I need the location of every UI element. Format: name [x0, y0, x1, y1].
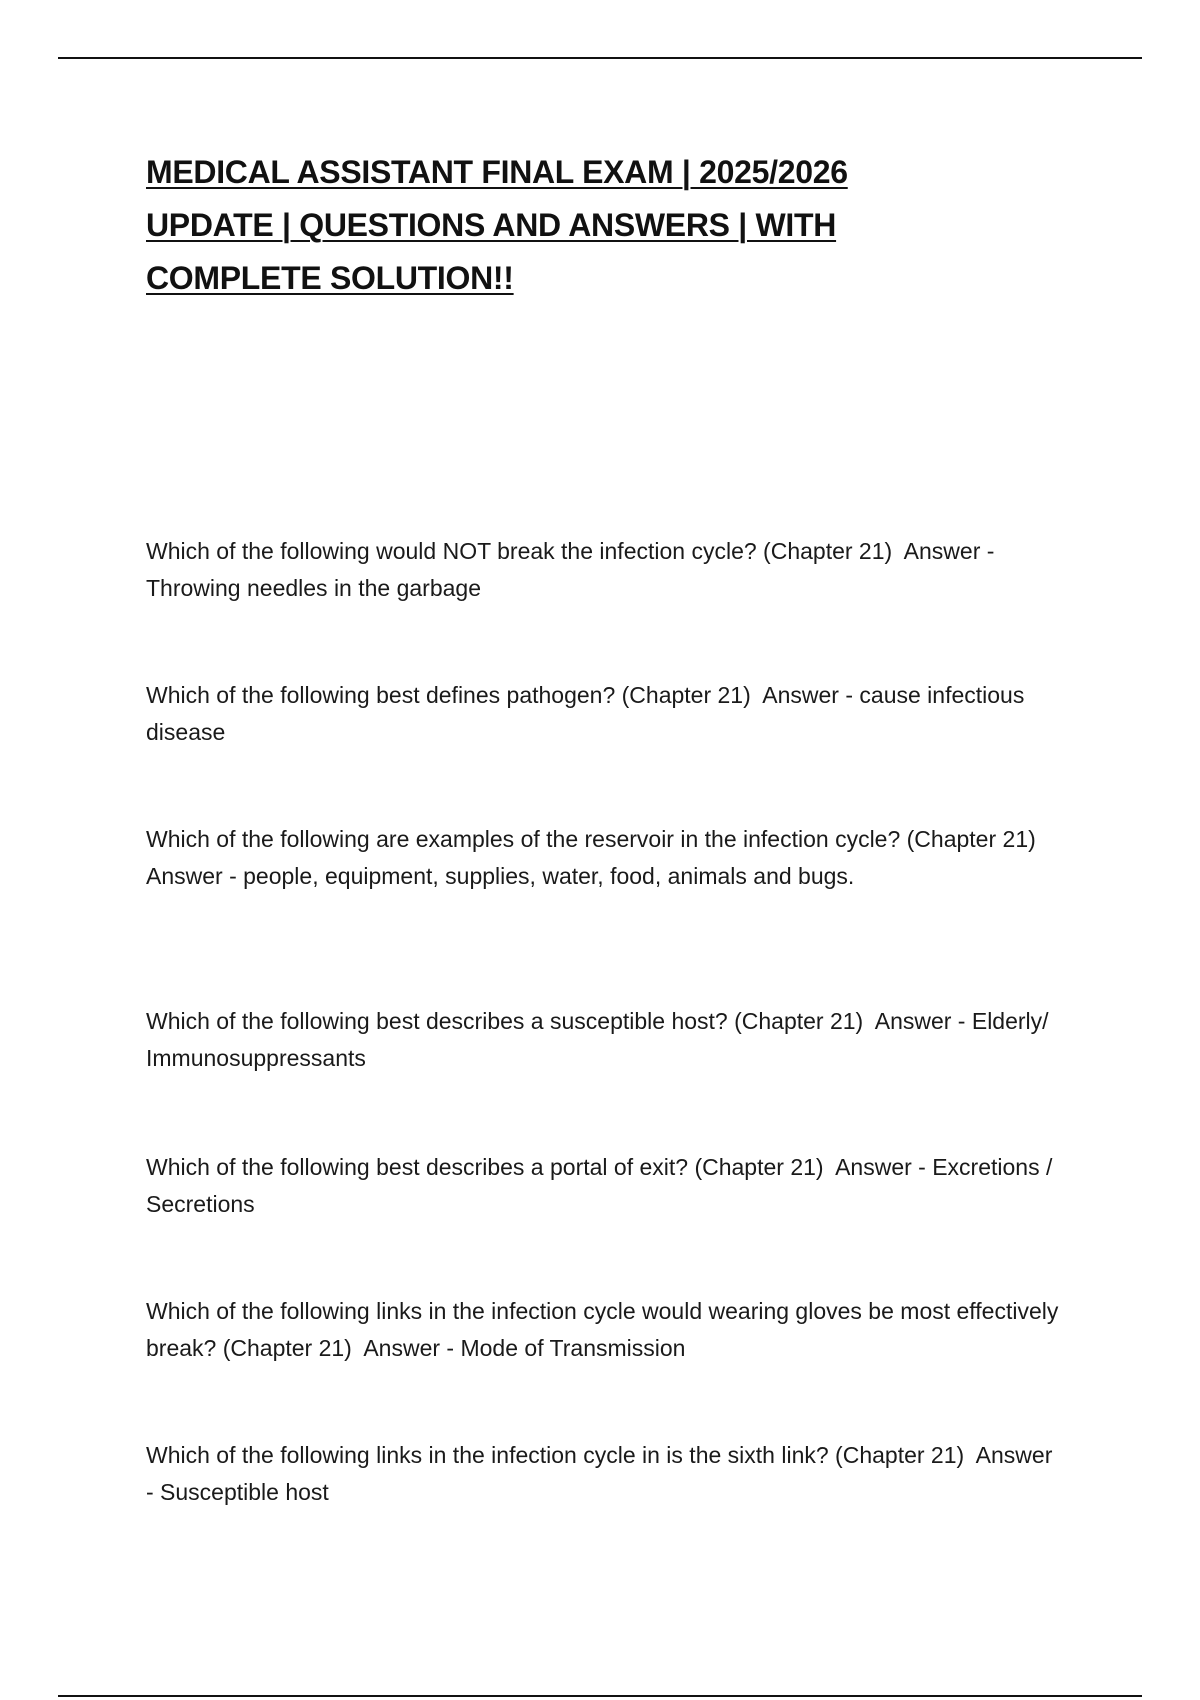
qa-item-2: Which of the following best defines pathogen? (Chapter 21) Answer - cause infectious disease [146, 682, 1031, 745]
qa-item-5: Which of the following best describes a portal of exit? (Chapter 21) Answer - Excretions / Secretions [146, 1154, 1059, 1217]
qa-item-3: Which of the following are examples of the reservoir in the infection cycle? (Chapter 21) Answer - people, equipment, supplies, water, food, animals and bugs. [146, 826, 1048, 889]
top-divider [58, 57, 1142, 59]
qa-item-6: Which of the following links in the infection cycle would wearing gloves be most effectively break? (Chapter 21) Answer - Mode of Transmission [146, 1298, 1065, 1361]
qa-item-1: Which of the following would NOT break the infection cycle? (Chapter 21) Answer - Throwing needles in the garbage [146, 538, 1001, 601]
document-title [146, 146, 966, 305]
document-title-text: MEDICAL ASSISTANT FINAL EXAM | 2025/2026 UPDATE | QUESTIONS AND ANSWERS | WITH COMPLETE SOLUTION!! [146, 154, 848, 296]
qa-item-7: Which of the following links in the infection cycle in is the sixth link? (Chapter 21) Answer - Susceptible host [146, 1442, 1059, 1505]
bottom-divider [58, 1695, 1142, 1697]
qa-item-4: Which of the following best describes a susceptible host? (Chapter 21) Answer - Elderly/ Immunosuppressants [146, 1008, 1055, 1071]
